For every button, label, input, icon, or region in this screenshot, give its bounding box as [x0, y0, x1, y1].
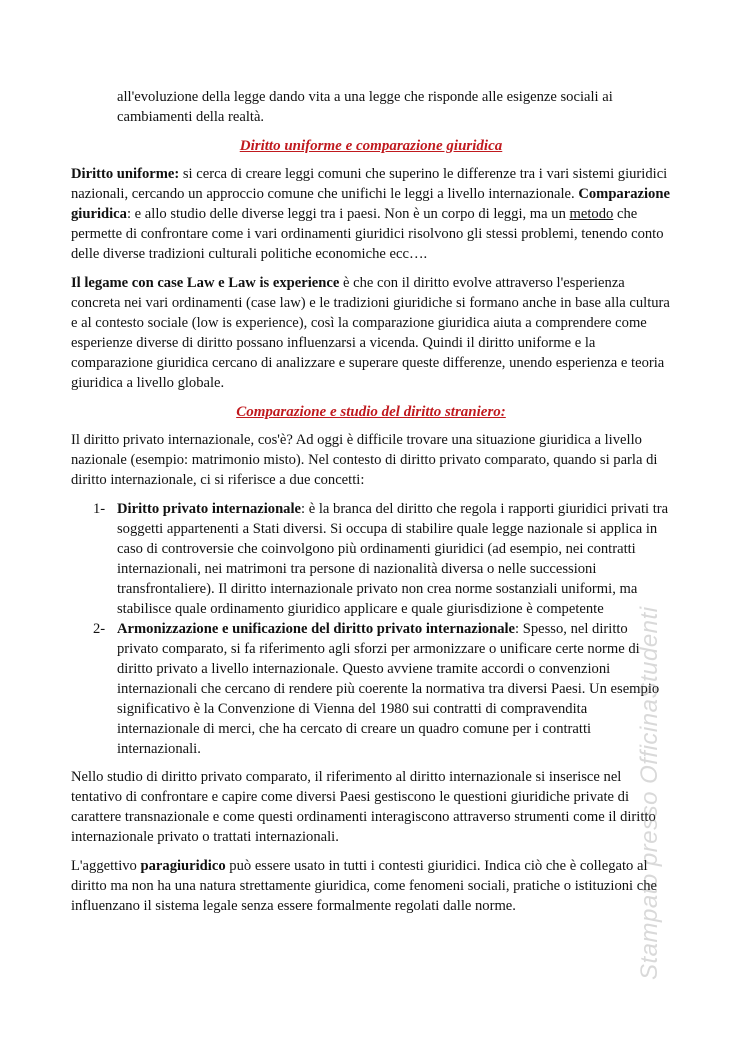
paragraph-diritto-privato: Il diritto privato internazionale, cos'è? Ad oggi è difficile trovare una situazione giuridica a livello nazionale (esempio: matrimonio misto). Nel contesto di diritto privato comparato, quando si parla di diritto internazionale, ci si riferisce a due concetti:	[71, 432, 658, 488]
section-heading-diritto-uniforme: Diritto uniforme e comparazione giuridica	[239, 138, 503, 154]
numbered-list	[71, 499, 671, 759]
term-legame-case-law: Il legame con case Law e Law is experience	[71, 275, 340, 291]
list-number: 2-	[93, 621, 106, 637]
underlined-word: metodo	[569, 206, 614, 222]
intro-paragraph: all'evoluzione della legge dando vita a una legge che risponde alle esigenze sociali ai cambiamenti della realtà.	[117, 89, 613, 125]
term-comparazione-giuridica: Comparazione giuridica	[71, 186, 670, 222]
paragraph-paragiuridico: L'aggettivo paragiuridico può essere usato in tutti i contesti giuridici. Indica ciò che è collegato al diritto ma non ha una natura strettamente giuridica, come fenomeni sociali, pratiche o istituzioni che influenzano il sistema legale senza essere formalmente regolati dalle norme.	[71, 858, 657, 914]
list-number: 1-	[93, 501, 106, 517]
paragraph-case-law: Il legame con case Law e Law is experience è che con il diritto evolve attraverso l'esperienza concreta nei vari ordinamenti (case law) e le tradizioni giuridiche si formano anche in base alla cultura e al contesto sociale (low is experience), così la comparazione giuridica aiuta a comprendere come esperienze diverse di diritto possano influenzarsi a vicenda. Quindi il diritto uniforme e la comparazione giuridica cercano di analizzare e superare queste differenze, unendo esperienza e teoria giuridica a livello globale.	[71, 275, 670, 391]
paragraph-diritto-uniforme: Diritto uniforme: si cerca di creare leggi comuni che superino le differenze tra i vari sistemi giuridici nazionali, cercando un approccio comune che unifichi le leggi a livello internazionale. Comparazione giuridica: e allo studio delle diverse leggi tra i paesi. Non è un corpo di leggi, ma un metodo che permette di confrontare come i vari ordinamenti giuridici risolvono gli stessi problemi, tenendo conto delle diverse tradizioni culturali politiche economiche ecc….	[71, 166, 670, 262]
list-item: 2- Armonizzazione e unificazione del diritto privato internazionale: Spesso, nel diritto privato comparato, si fa riferimento agli sforzi per armonizzare o unificare certe norme di diritto privato a livello internazionale. Questo avviene tramite accordi o convenzioni internazionali che cercano di rendere più coerente la normativa tra diversi Paesi. Un esempio significativo è la Convenzione di Vienna del 1980 sui contratti di compravendita internazionale di merci, che ha cercato di creare un quadro comune per i contratti internazionali.	[93, 621, 660, 757]
term-paragiuridico: paragiuridico	[140, 858, 226, 874]
paragraph-nello-studio: Nello studio di diritto privato comparato, il riferimento al diritto internazionale si inserisce nel tentativo di confrontare e capire come diversi Paesi gestiscono le questioni giuridiche private di carattere transnazionale e come questi ordinamenti interagiscono attraverso strumenti come il diritto internazionale privato o trattati internazionali.	[71, 769, 656, 845]
document-page	[71, 87, 671, 925]
section-heading-comparazione: Comparazione e studio del diritto straniero:	[236, 404, 506, 420]
term-diritto-uniforme: Diritto uniforme:	[71, 166, 180, 182]
watermark: Stampato presso OfficinaStudenti	[636, 606, 663, 980]
list-item: 1- Diritto privato internazionale: è la branca del diritto che regola i rapporti giuridici privati tra soggetti appartenenti a Stati diversi. Si occupa di stabilire quale legge nazionale si applica in caso di controversie che coinvolgono più ordinamenti giuridici (ad esempio, nei contratti internazionali, nei matrimoni tra persone di nazionalità diversa o nelle successioni transfrontaliere). Il diritto internazionale privato non crea norme sostanziali uniformi, ma stabilisce quale ordinamento giuridico applicare e quale giurisdizione è competente	[93, 501, 669, 617]
